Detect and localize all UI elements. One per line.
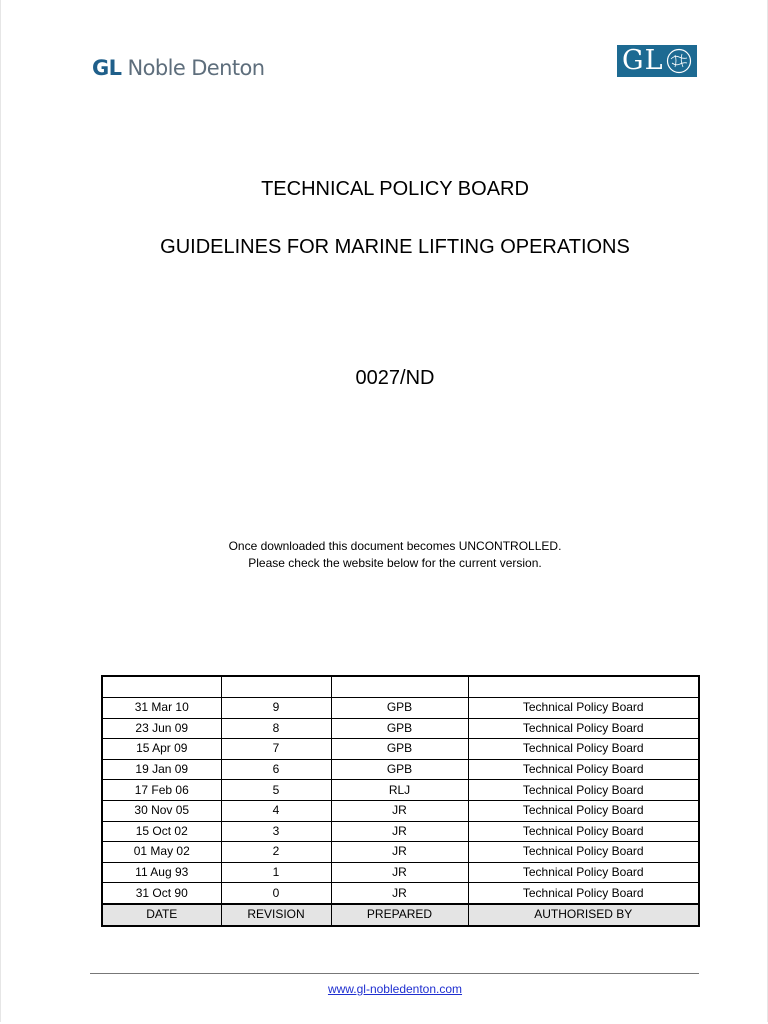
column-label-authorised-by: AUTHORISED BY	[468, 904, 699, 926]
revision-cell: 6	[221, 759, 331, 780]
date-cell: 01 May 02	[102, 842, 221, 863]
revision-cell: 9	[221, 698, 331, 719]
gl-emblem-text: GL	[622, 45, 664, 76]
authorised-cell: Technical Policy Board	[468, 800, 699, 821]
column-label-prepared: PREPARED	[331, 904, 468, 926]
footer	[0, 982, 768, 996]
prepared-cell: GPB	[331, 739, 468, 760]
revision-cell: 0	[221, 883, 331, 904]
date-cell: 11 Aug 93	[102, 862, 221, 883]
footer-divider	[90, 973, 699, 974]
column-label-date: DATE	[102, 904, 221, 926]
column-label-revision: REVISION	[221, 904, 331, 926]
board-title: TECHNICAL POLICY BOARD	[261, 178, 529, 200]
table-row	[102, 842, 699, 863]
date-cell: 31 Oct 90	[102, 883, 221, 904]
gl-emblem-logo	[617, 45, 697, 77]
date-cell: 31 Mar 10	[102, 698, 221, 719]
revision-cell: 2	[221, 842, 331, 863]
website-link[interactable]: www.gl-nobledenton.com	[327, 982, 463, 996]
table-row	[102, 780, 699, 801]
table-cell	[331, 676, 468, 698]
date-cell: 15 Oct 02	[102, 821, 221, 842]
revision-cell: 5	[221, 780, 331, 801]
prepared-cell: JR	[331, 821, 468, 842]
authorised-cell: Technical Policy Board	[468, 821, 699, 842]
prepared-cell: GPB	[331, 759, 468, 780]
gl-noble-denton-logo	[92, 56, 264, 80]
document-number: 0027/ND	[355, 367, 435, 389]
date-cell: 17 Feb 06	[102, 780, 221, 801]
table-row	[102, 800, 699, 821]
date-cell: 30 Nov 05	[102, 800, 221, 821]
prepared-cell: GPB	[331, 718, 468, 739]
prepared-cell: JR	[331, 842, 468, 863]
table-row	[102, 698, 699, 719]
table-column-labels-row	[102, 904, 699, 926]
table-row	[102, 862, 699, 883]
table-cell	[468, 676, 699, 698]
table-row	[102, 883, 699, 904]
revision-cell: 3	[221, 821, 331, 842]
document-title: GUIDELINES FOR MARINE LIFTING OPERATIONS	[160, 236, 630, 258]
revision-cell: 1	[221, 862, 331, 883]
prepared-cell: GPB	[331, 698, 468, 719]
revision-cell: 4	[221, 800, 331, 821]
authorised-cell: Technical Policy Board	[468, 862, 699, 883]
revision-cell: 8	[221, 718, 331, 739]
prepared-cell: RLJ	[331, 780, 468, 801]
authorised-cell: Technical Policy Board	[468, 698, 699, 719]
authorised-cell: Technical Policy Board	[468, 842, 699, 863]
prepared-cell: JR	[331, 883, 468, 904]
prepared-cell: JR	[331, 800, 468, 821]
revision-history-table	[101, 675, 700, 927]
revision-cell: 7	[221, 739, 331, 760]
prepared-cell: JR	[331, 862, 468, 883]
authorised-cell: Technical Policy Board	[468, 759, 699, 780]
authorised-cell: Technical Policy Board	[468, 718, 699, 739]
brand-gl-text: GL	[92, 56, 122, 80]
uncontrolled-notice: Once downloaded this document becomes UNCONTROLLED.	[228, 539, 562, 553]
brand-name-text: Noble Denton	[121, 56, 265, 80]
table-row	[102, 759, 699, 780]
table-cell	[221, 676, 331, 698]
table-row	[102, 821, 699, 842]
version-notice: Please check the website below for the current version.	[248, 556, 542, 570]
globe-icon	[666, 48, 692, 74]
authorised-cell: Technical Policy Board	[468, 780, 699, 801]
authorised-cell: Technical Policy Board	[468, 739, 699, 760]
date-cell: 23 Jun 09	[102, 718, 221, 739]
table-row	[102, 718, 699, 739]
date-cell: 19 Jan 09	[102, 759, 221, 780]
table-cell	[102, 676, 221, 698]
authorised-cell: Technical Policy Board	[468, 883, 699, 904]
date-cell: 15 Apr 09	[102, 739, 221, 760]
table-blank-row	[102, 676, 699, 698]
table-row	[102, 739, 699, 760]
